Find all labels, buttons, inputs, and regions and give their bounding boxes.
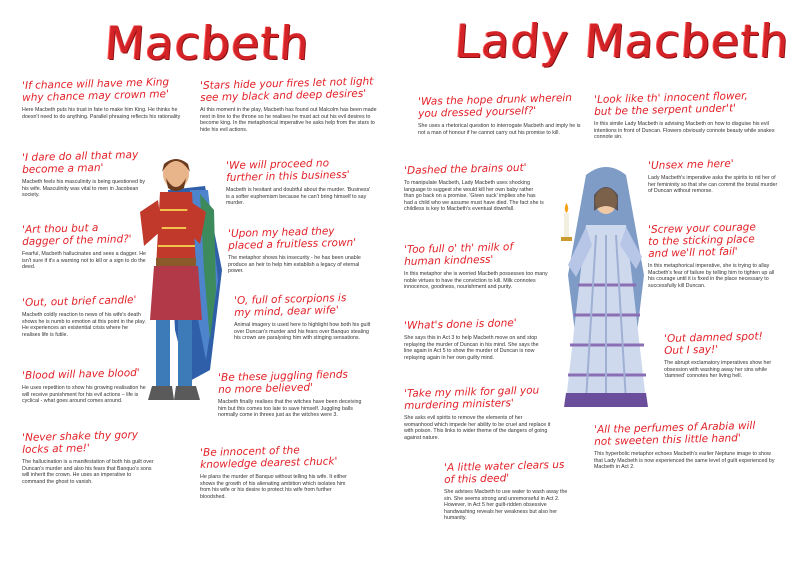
quote-analysis: Macbeth is hesitant and doubtful about the murder. 'Business' is a softer euphemism because he can't bring himself to say murder. bbox=[226, 187, 371, 207]
quote-line: knowledge dearest chuck' bbox=[200, 455, 338, 471]
quote-line: 'Out damned spot! bbox=[664, 330, 763, 345]
quote-line: 'I dare do all that may bbox=[22, 148, 139, 164]
quote-line: 'Never shake thy gory bbox=[22, 428, 139, 444]
quote-analysis: She uses a rhetorical question to interrogate Macbeth and imply he is not a man of honour if he cannot carry out his promise to kill. bbox=[418, 123, 581, 136]
quote-analysis: She advises Macbeth to use water to wash away the sin. She seems strong and unremorseful in Act 2. However, in Act 5 her guilt-ridden obsessive handwashing reveals her weakness but also her humanity. bbox=[444, 489, 568, 522]
hem-shape bbox=[564, 393, 648, 407]
quote-line: 'Was the hope drunk wherein bbox=[418, 91, 573, 108]
quote-analysis: She asks evil spirits to remove the elements of her womanhood which impede her ability to be cruel and replace it with poison. This links to wider theme of the dangers of going against nature. bbox=[404, 415, 551, 441]
quote-line: become a man' bbox=[22, 161, 104, 176]
quote-line: 'O, full of scorpions is bbox=[234, 292, 347, 307]
quote-line: 'Look like th' innocent flower, bbox=[594, 89, 748, 106]
left-boot bbox=[148, 386, 174, 400]
quote-analysis: In this metaphorical imperative, she is trying to allay Macbeth's fear of failure by telling him to tighten up all his courage until it is fixed in the place necessary to successfully kill Duncan. bbox=[648, 263, 775, 289]
quote-analysis: She says this in Act 3 to help Macbeth move on and stop replaying the murder of Duncan in his mind. She says the line again in Act 5 to show the murder of Duncan is now replaying again in her own guilty mind. bbox=[404, 335, 539, 361]
quote-card bbox=[404, 384, 552, 441]
quote-analysis: In this metaphor she is worried Macbeth possesses too many noble virtues to have the conviction to kill. Milk connotes innocence, goodness, nourishment and purity. bbox=[404, 271, 548, 291]
quote-line: and we'll not fail' bbox=[648, 245, 738, 260]
quote-line: 'Blood will have blood' bbox=[22, 366, 140, 382]
quote-line: 'A little water clears us bbox=[444, 458, 565, 474]
candle-flame bbox=[565, 203, 569, 213]
quote-analysis: This hyperbolic metaphor echoes Macbeth's earlier Neptune image to show that Lady Macbeth is now experienced the same level of guilt experienced by Macbeth in Act 2. bbox=[594, 451, 775, 471]
quote-line: murdering ministers' bbox=[404, 397, 514, 412]
quote-line: 'Be these juggling fiends bbox=[218, 368, 349, 384]
quote-line: 'We will proceed no bbox=[226, 157, 330, 172]
quote-card bbox=[594, 419, 780, 471]
skirt-shape bbox=[150, 266, 202, 320]
quote-analysis: Macbeth finally realises that the witches have been deceiving him but this comes too late to save himself. Juggling balls normally come in threes just as the witches were 3. bbox=[218, 399, 362, 419]
quote-line: 'Stars hide your fires let not light bbox=[200, 75, 374, 92]
quote-analysis: The hallucination is a manifestation of both his guilt over Duncan's murder and also his fears that Banquo's sons will inherit the crown. He uses an imperative to command the ghost to vanish. bbox=[22, 459, 154, 485]
quote-card bbox=[218, 368, 368, 419]
quote-analysis: At this moment in the play, Macbeth has found out Malcolm has been made next in line to the throne so he realises he must act out his evil desires to become king. In the metaphorical imperative he asks help from the stars to hide his evil actions. bbox=[200, 107, 377, 133]
quote-line: placed a fruitless crown' bbox=[228, 236, 357, 252]
quote-line: 'Screw your courage bbox=[648, 221, 756, 236]
quote-line: Out I say!' bbox=[664, 343, 719, 357]
macbeth-illustration bbox=[130, 150, 230, 412]
quote-analysis: Macbeth coldly reaction to news of his wife's death shows he is numb to emotion at this point in the play. He experiences an existential crisis where he realises life is futile. bbox=[22, 312, 146, 338]
quote-line: further in this business' bbox=[226, 168, 350, 184]
quote-line: 'Take my milk for gall you bbox=[404, 384, 540, 400]
candle-stick bbox=[564, 213, 569, 239]
quote-analysis: To manipulate Macbeth, Lady Macbeth uses shocking language to suggest she would kill her own baby rather than go back on a promise. 'Given suck' implies she has had a child who we assume must have died. The fact she is childless is key to Macbeth's eventual downfall. bbox=[404, 180, 544, 213]
quote-card bbox=[648, 157, 780, 195]
quote-card bbox=[404, 161, 544, 213]
quote-analysis: Fearful, Macbeth hallucinates and sees a dagger. He isn't sure if it's a warning not to kill or a sign to do the deed. bbox=[22, 251, 146, 271]
candle-holder bbox=[561, 237, 572, 241]
quote-card bbox=[444, 458, 576, 522]
quote-line: see my black and deep desires' bbox=[200, 87, 367, 104]
quote-line: to the sticking place bbox=[648, 233, 755, 248]
left-leg bbox=[156, 320, 170, 388]
quote-analysis: The abrupt exclamatory imperatives show her obsession with washing away her sins while 'damned' connotes her living hell. bbox=[664, 360, 772, 380]
quote-card bbox=[200, 444, 350, 500]
quote-card bbox=[404, 241, 549, 291]
quote-card bbox=[200, 75, 380, 133]
quote-card bbox=[22, 294, 147, 338]
quote-analysis: The metaphor shows his insecurity - he has been unable produce an heir to help him establish a legacy of eternal power. bbox=[228, 255, 361, 275]
quote-line: 'Too full o' th' milk of bbox=[404, 241, 514, 256]
lady-macbeth-illustration bbox=[556, 165, 656, 415]
quote-line: 'Art thou but a bbox=[22, 222, 99, 236]
quote-analysis: Macbeth feels his masculinity is being questioned by his wife. Masculinity was vital to men in Jacobean society. bbox=[22, 179, 146, 199]
quote-card bbox=[234, 292, 374, 342]
quote-analysis: Here Macbeth puts his trust in fate to make him King. He thinks he doesn't need to do anything. Parallel phrasing reflects his rationality bbox=[22, 107, 181, 120]
quote-card bbox=[228, 225, 374, 275]
quote-analysis: In this simile Lady Macbeth is advising Macbeth on how to disguise his evil intentions in front of Duncan. Flowers obviously connote beauty while snakes connote sin. bbox=[594, 121, 775, 141]
quote-line: human kindness' bbox=[404, 253, 494, 268]
macbeth-title: Macbeth bbox=[103, 16, 312, 70]
quote-line: dagger of the mind?' bbox=[22, 233, 132, 248]
quote-line: 'Dashed the brains out' bbox=[404, 161, 527, 177]
quote-line: 'Out, out brief candle' bbox=[22, 294, 137, 309]
belt-shape bbox=[156, 258, 196, 266]
quote-analysis: Animal imagery is used here to highlight how both his guilt over Duncan's murder and his fears over Banquo stealing his crown are paralysing him with stinging sensations. bbox=[234, 322, 371, 342]
quote-line: but be the serpent under't' bbox=[594, 102, 737, 118]
quote-analysis: Lady Macbeth's imperative asks the spirits to rid her of her femininity so that she can commit the brutal murder of Duncan without remorse. bbox=[648, 175, 778, 195]
quote-card bbox=[664, 330, 780, 380]
quote-card bbox=[22, 428, 154, 485]
quote-line: 'Unsex me here' bbox=[648, 157, 734, 172]
quote-line: 'If chance will have me King bbox=[22, 76, 170, 92]
lady-macbeth-title: Lady Macbeth bbox=[453, 14, 792, 68]
quote-line: 'Be innocent of the bbox=[200, 444, 300, 459]
quote-card bbox=[648, 221, 780, 289]
quote-card bbox=[404, 317, 544, 361]
quote-card bbox=[22, 76, 182, 120]
right-leg bbox=[178, 320, 192, 388]
quote-line: 'Upon my head they bbox=[228, 225, 335, 240]
quote-card bbox=[418, 91, 584, 136]
quote-line: 'All the perfumes of Arabia will bbox=[594, 419, 756, 436]
quote-card bbox=[226, 157, 374, 207]
quote-line: you dressed yourself?' bbox=[418, 104, 537, 120]
quote-line: 'What's done is done' bbox=[404, 317, 517, 332]
quote-line: no more believed' bbox=[218, 381, 314, 396]
quote-analysis: He plans the murder of Banquo without telling his wife. It either shows the growth of his alienating ambition which isolates him from his wife or his desire to protect his wife from further bloodshed. bbox=[200, 474, 347, 500]
quote-line: locks at me!' bbox=[22, 442, 90, 456]
quote-analysis: He uses repetition to show his growing realisation he will receive punishment for his evil actions – life is cyclical - what goes around comes around. bbox=[22, 385, 146, 405]
quote-line: not sweeten this little hand' bbox=[594, 432, 741, 448]
right-boot bbox=[174, 386, 200, 400]
quote-line: of this deed' bbox=[444, 472, 510, 486]
quote-line: my mind, dear wife' bbox=[234, 304, 339, 319]
quote-card bbox=[594, 89, 780, 141]
quote-line: why chance may crown me' bbox=[22, 88, 170, 104]
